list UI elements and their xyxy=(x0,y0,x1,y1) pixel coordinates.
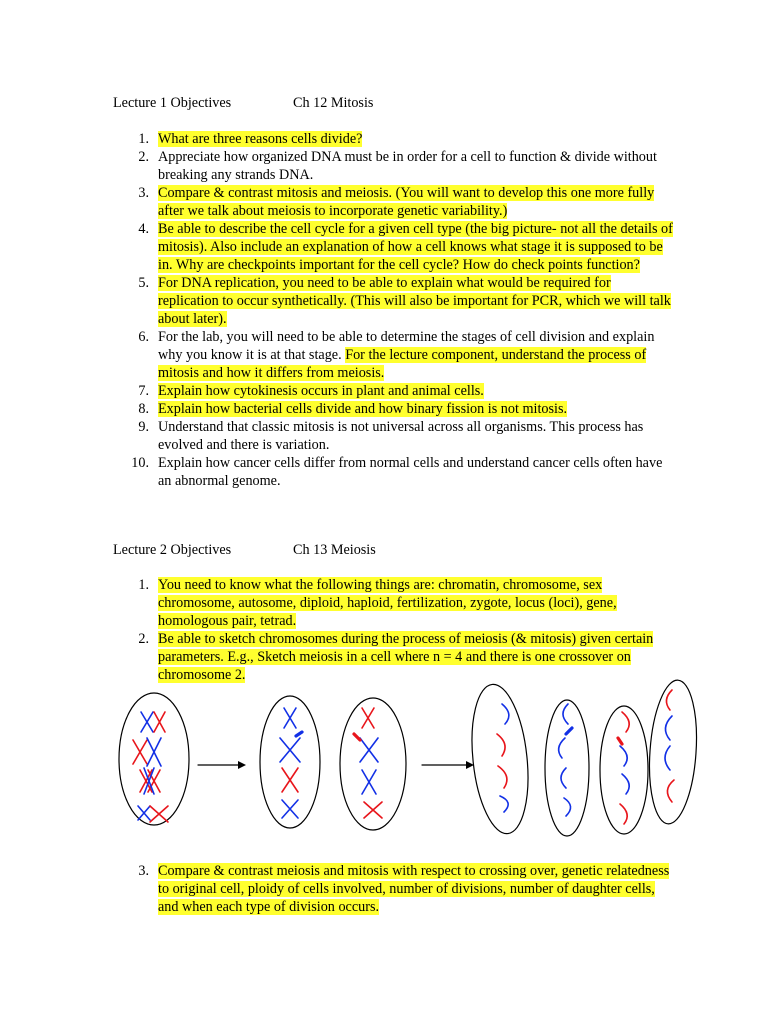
objective-number: 1. xyxy=(138,131,149,147)
objective-item xyxy=(113,418,673,454)
objective-number: 1. xyxy=(138,577,149,593)
objective-text-highlighted: Compare & contrast meiosis and mitosis with respect to crossing over, genetic relatedness to original cell, ploidy of cells involved, number of divisions, number of daughter cells, and when each type of division occurs. xyxy=(158,863,670,915)
objective-text-highlighted: For the lecture component, understand the process of mitosis and how it differs from meiosis. xyxy=(158,347,647,381)
objective-number: 4. xyxy=(138,221,149,237)
gamete-cell-3 xyxy=(600,706,648,834)
objective-item xyxy=(113,274,673,328)
parent-chromosomes xyxy=(133,712,168,822)
lecture2-chapter: Ch 13 Meiosis xyxy=(293,542,376,558)
objective-text: Understand that classic mitosis is not universal across all organisms. This process has evolved and there is variation. xyxy=(158,419,644,453)
objective-text-highlighted: For DNA replication, you need to be able to explain what would be required for replication to occur synthetically. (This will also be important for PCR, which we will talk about later). xyxy=(158,275,671,327)
objective-item xyxy=(113,328,673,382)
objective-text-highlighted: Be able to sketch chromosomes during the process of meiosis (& mitosis) given certain parameters. E.g., Sketch meiosis in a cell where n = 4 and there is one crossover on chromosome 2. xyxy=(158,631,654,683)
lecture1-objectives-list xyxy=(113,130,673,490)
lecture1-title: Lecture 1 Objectives xyxy=(113,95,232,111)
objective-item xyxy=(113,454,673,490)
objective-number: 6. xyxy=(138,329,149,345)
objective-item xyxy=(113,382,673,400)
objective-number: 3. xyxy=(138,863,149,879)
objective-number: 10. xyxy=(131,455,149,471)
objective-number: 9. xyxy=(138,419,149,435)
objective-text: Explain how cancer cells differ from normal cells and understand cancer cells often have an abnormal genome. xyxy=(158,455,663,489)
objective-number: 5. xyxy=(138,275,149,291)
objective-item xyxy=(113,184,673,220)
gamete-cell-1 xyxy=(465,682,534,837)
objective-item xyxy=(113,400,673,418)
objective-text-highlighted: Explain how bacterial cells divide and how binary fission is not mitosis. xyxy=(158,401,568,417)
objective-item xyxy=(113,576,673,630)
objective-text-highlighted: Be able to describe the cell cycle for a given cell type (the big picture- not all the details of mitosis). Also include an explanation of how a cell knows what stage it is supposed to be in. Why are checkpoints important for the cell cycle? How do check points function? xyxy=(158,221,673,273)
objective-text-highlighted: You need to know what the following things are: chromatin, chromosome, sex chromosome, autosome, diploid, haploid, fertilization, zygote, locus (loci), gene, homologous pair, tetrad. xyxy=(158,577,617,629)
lecture1-chapter: Ch 12 Mitosis xyxy=(293,95,374,111)
gamete-1-chromosomes xyxy=(497,704,509,812)
arrow-2 xyxy=(422,761,474,769)
objective-item xyxy=(113,862,673,916)
objective-text-highlighted: What are three reasons cells divide? xyxy=(158,131,363,147)
gamete-4-chromosomes xyxy=(665,690,674,802)
lecture1-header xyxy=(113,94,374,112)
objective-item xyxy=(113,220,673,274)
lecture2-objectives-list-continued xyxy=(113,862,673,916)
lecture2-header xyxy=(113,541,376,559)
objective-text-highlighted: Compare & contrast mitosis and meiosis. (You will want to develop this one more fully after we talk about meiosis to incorporate genetic variability.) xyxy=(158,185,655,219)
daughter-a-chromosomes xyxy=(280,708,302,818)
gamete-3-chromosomes xyxy=(618,712,629,824)
daughter-b-chromosomes xyxy=(354,708,382,818)
arrow-1 xyxy=(198,761,246,769)
objective-number: 2. xyxy=(138,149,149,165)
meiosis-sketch-diagram xyxy=(110,676,710,846)
objective-number: 2. xyxy=(138,631,149,647)
lecture2-title: Lecture 2 Objectives xyxy=(113,542,232,558)
objective-text: For the lab, you will need to be able to determine the stages of cell division and explain why you know it is at that stage. xyxy=(158,329,655,363)
gamete-cell-4 xyxy=(645,679,701,826)
objective-text: Appreciate how organized DNA must be in order for a cell to function & divide without breaking any strands DNA. xyxy=(158,149,657,183)
lecture2-objectives-list xyxy=(113,576,673,684)
objective-number: 7. xyxy=(138,383,149,399)
objective-number: 3. xyxy=(138,185,149,201)
objective-number: 8. xyxy=(138,401,149,417)
objective-item xyxy=(113,130,673,148)
objective-text-highlighted: Explain how cytokinesis occurs in plant and animal cells. xyxy=(158,383,484,399)
gamete-2-chromosomes xyxy=(559,704,572,816)
objective-item xyxy=(113,148,673,184)
